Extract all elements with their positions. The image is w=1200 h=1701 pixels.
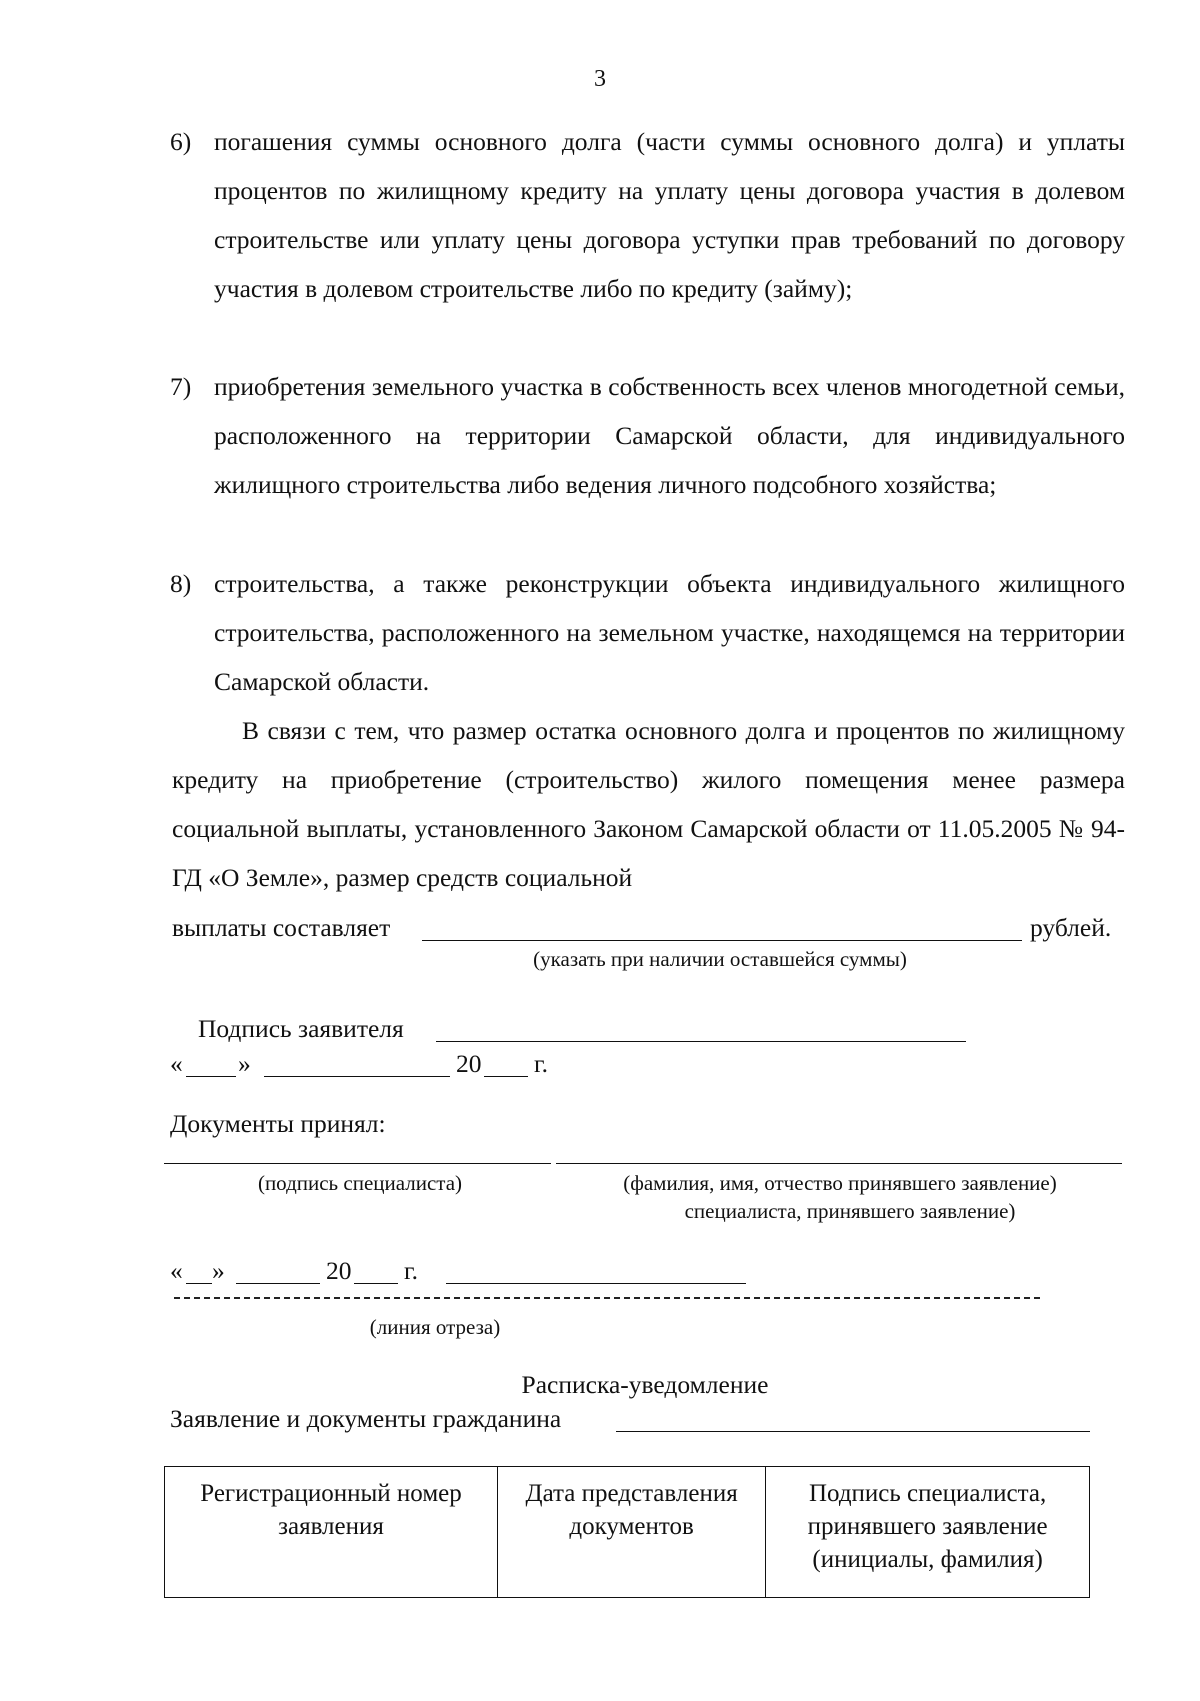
accepted-quote-close: » — [212, 1256, 225, 1285]
list-item-number: 8) — [170, 569, 192, 598]
specialist-name-line[interactable] — [556, 1163, 1122, 1164]
applicant-signature-field[interactable] — [436, 1017, 966, 1042]
payment-caption: (указать при наличии оставшейся суммы) — [533, 947, 907, 971]
accepted-year-prefix: 20 — [326, 1256, 352, 1285]
list-item-6 — [170, 117, 1125, 313]
list-item-8 — [170, 559, 1125, 706]
list-item-text: приобретения земельного участка в собственность всех членов многодетной семьи, расположенного на территории Самарской области, для индивидуального жилищного строительства либо ведения личного подсобного хозяйства; — [214, 372, 1125, 499]
specialist-name-caption-1: (фамилия, имя, отчество принявшего заявление) — [623, 1171, 1057, 1195]
cut-dashed-line — [174, 1297, 1040, 1299]
accepted-extra-field[interactable] — [446, 1259, 746, 1284]
signature-label: Подпись заявителя — [198, 1014, 404, 1043]
main-paragraph: В связи с тем, что размер остатка основного долга и процентов по жилищному кредиту на приобретение (строительство) жилого помещения менее размера социальной выплаты, установленного Законом Самарской области от 11.05.2005 № 94-ГД «О Земле», размер средств социальной — [172, 716, 1125, 892]
table-header-signature: Подпись специалиста, принявшего заявление (инициалы, фамилия) — [766, 1467, 1090, 1598]
accepted-day-field[interactable] — [186, 1259, 212, 1284]
payment-unit: рублей. — [1030, 913, 1112, 942]
signature-day-field[interactable] — [186, 1052, 236, 1077]
receipt-line-label: Заявление и документы гражданина — [170, 1404, 562, 1433]
list-item-7 — [170, 362, 1125, 509]
specialist-signature-line[interactable] — [164, 1163, 551, 1164]
receipt-title: Расписка-уведомление — [521, 1370, 769, 1399]
payment-label: выплаты составляет — [172, 913, 391, 942]
list-item-number: 7) — [170, 372, 192, 401]
accepted-label: Документы принял: — [170, 1109, 386, 1138]
signature-month-field[interactable] — [264, 1052, 450, 1077]
table-row — [165, 1467, 1090, 1598]
citizen-name-field[interactable] — [616, 1407, 1090, 1432]
accepted-year-suffix: г. — [404, 1256, 418, 1285]
signature-year-prefix: 20 — [456, 1049, 482, 1078]
page-number: 3 — [594, 66, 606, 92]
cut-line-caption: (линия отреза) — [369, 1315, 501, 1339]
list-item-text: строительства, а также реконструкции объекта индивидуального жилищного строительства, расположенного на земельном участке, находящемся на территории Самарской области. — [214, 569, 1125, 696]
specialist-name-caption-2: специалиста, принявшего заявление) — [684, 1199, 1016, 1223]
signature-year-field[interactable] — [484, 1052, 528, 1077]
list-item-text: погашения суммы основного долга (части суммы основного долга) и уплаты процентов по жилищному кредиту на уплату цены договора участия в долевом строительстве или уплату цены договора уступки прав требований по договору участия в долевом строительстве либо по кредиту (займу); — [214, 127, 1125, 303]
registration-table — [164, 1466, 1090, 1598]
payment-amount-field[interactable] — [422, 916, 1022, 941]
signature-quote-open: « — [170, 1049, 183, 1078]
list-item-number: 6) — [170, 127, 192, 156]
specialist-signature-caption: (подпись специалиста) — [257, 1171, 463, 1195]
accepted-quote-open: « — [170, 1256, 183, 1285]
table-header-reg-number: Регистрационный номер заявления — [165, 1467, 498, 1598]
signature-year-suffix: г. — [534, 1049, 548, 1078]
table-header-date: Дата представления документов — [498, 1467, 766, 1598]
signature-quote-close: » — [238, 1049, 251, 1078]
accepted-year-field[interactable] — [354, 1259, 398, 1284]
accepted-month-field[interactable] — [236, 1259, 320, 1284]
